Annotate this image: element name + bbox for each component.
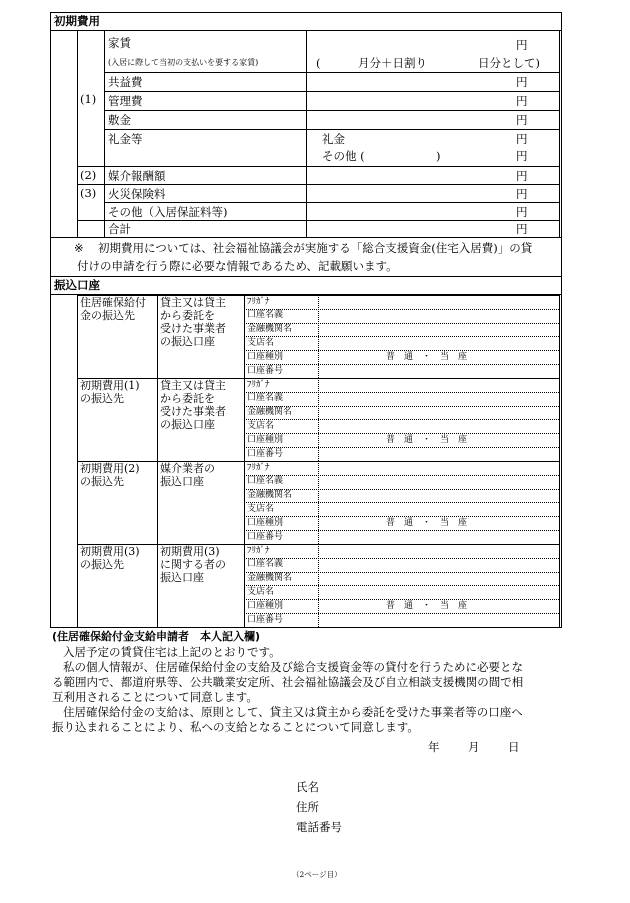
bank-name-label: 金融機関名 — [247, 573, 293, 584]
furigana-label: ﾌﾘｶﾞﾅ — [247, 379, 270, 390]
date-day-label: 日 — [508, 740, 520, 754]
account-type-options: 普 通 ・ 当 座 — [386, 434, 468, 445]
account-type-label: 口座種別 — [247, 517, 284, 528]
account-type-label: 口座種別 — [247, 434, 284, 445]
block-left-border — [77, 295, 78, 378]
yen-unit: 円 — [516, 75, 528, 89]
applicant-p1: 入居予定の賃貸住宅は上記のとおりです。 — [63, 645, 281, 659]
row-line — [77, 166, 559, 167]
rent-label: 家賃 — [108, 36, 131, 50]
consent-payment-line-1: 住居確保給付金の支給は、原則として、貸主又は貸主から委託を受けた事業者等の口座へ — [63, 705, 523, 719]
yen-unit: 円 — [516, 205, 528, 219]
block-account-holder: の振込口座 — [160, 335, 215, 348]
block-account-holder: の振込口座 — [160, 418, 215, 431]
table-left-border — [77, 31, 78, 237]
rent-breakdown-end: 日分として) — [478, 56, 540, 70]
row-line — [104, 91, 559, 92]
block-account-holder: に関する者の — [160, 558, 226, 571]
account-number-label: 口座番号 — [247, 448, 284, 459]
block-left-border — [77, 461, 78, 544]
key-money-label: 礼金 — [322, 132, 345, 146]
applicant-heading: (住居確保給付金支給申請者 本人記入欄) — [52, 630, 261, 643]
date-month-label: 月 — [468, 740, 480, 754]
table-right-border — [559, 31, 560, 237]
yen-unit: 円 — [516, 132, 528, 146]
block-title: 初期費用(3) — [80, 545, 140, 558]
furigana-label: ﾌﾘｶﾞﾅ — [247, 462, 270, 473]
block-title: の振込先 — [80, 558, 124, 571]
account-type-label: 口座種別 — [247, 600, 284, 611]
block-col-divider — [157, 461, 158, 544]
field-row-line — [244, 613, 559, 614]
block-account-holder: 受けた事業者 — [160, 405, 226, 418]
block-col-divider — [157, 544, 158, 627]
consent-privacy-line-1: 私の個人情報が、住居確保給付金の支給及び総合支援資金等の貸付を行うために必要とな — [63, 660, 523, 674]
consent-payment-line-2: 振り込まれることにより、私への支給となることについて同意します。 — [52, 720, 419, 734]
bank-name-label: 金融機関名 — [247, 407, 293, 418]
address-label: 住所 — [296, 800, 319, 814]
other-guarantee-label: その他（入居保証料等) — [108, 205, 228, 219]
common-fee-label: 共益費 — [108, 75, 143, 89]
row-line — [104, 129, 559, 130]
block-account-holder: 受けた事業者 — [160, 322, 226, 335]
row-line — [104, 72, 559, 73]
block-account-holder: から委託を — [160, 392, 215, 405]
field-row-line — [244, 364, 559, 365]
yen-unit: 円 — [516, 38, 528, 52]
yen-unit: 円 — [516, 94, 528, 108]
account-type-options: 普 通 ・ 当 座 — [386, 600, 468, 611]
account-name-label: 口座名義 — [247, 559, 284, 570]
field-row-line — [244, 392, 559, 393]
note-line-1: 初期費用については、社会福祉協議会が実施する「総合支援資金(住宅入居費)」の貸 — [98, 241, 533, 255]
branch-name-label: 支店名 — [247, 586, 275, 597]
name-label: 氏名 — [296, 780, 319, 794]
block-left-border — [77, 544, 78, 627]
account-type-options: 普 通 ・ 当 座 — [386, 351, 468, 362]
block-account-holder: から委託を — [160, 309, 215, 322]
block-account-holder: 貸主又は貸主 — [160, 296, 226, 309]
block-right-border — [559, 544, 560, 627]
block-bottom-line — [77, 627, 559, 628]
block-title: の振込先 — [80, 475, 124, 488]
row-line — [77, 184, 559, 185]
yen-unit: 円 — [516, 149, 528, 163]
field-row-line — [244, 336, 559, 337]
yen-unit: 円 — [516, 169, 528, 183]
initial-costs-header: 初期費用 — [50, 12, 562, 31]
total-label: 合計 — [108, 222, 131, 236]
account-name-label: 口座名義 — [247, 393, 284, 404]
block-title: 金の振込先 — [80, 309, 135, 322]
branch-name-label: 支店名 — [247, 503, 275, 514]
furigana-label: ﾌﾘｶﾞﾅ — [247, 296, 270, 307]
block-col-divider — [157, 378, 158, 461]
note-line-2: 付けの申請を行う際に必要な情報であるため、記載願います。 — [77, 259, 398, 273]
block-account-holder: 初期費用(3) — [160, 545, 220, 558]
account-number-label: 口座番号 — [247, 531, 284, 542]
phone-label: 電話番号 — [296, 820, 342, 834]
group-3-label: (3) — [80, 186, 97, 200]
bank-name-label: 金融機関名 — [247, 324, 293, 335]
field-row-line — [244, 419, 559, 420]
management-fee-label: 管理費 — [108, 94, 143, 108]
broker-fee-label: 媒介報酬額 — [108, 169, 166, 183]
field-row-line — [244, 530, 559, 531]
other-open-label: その他 ( — [322, 149, 365, 163]
row-line — [50, 237, 562, 238]
field-row-line — [244, 447, 559, 448]
rent-breakdown-open: ( — [316, 56, 321, 70]
yen-unit: 円 — [516, 113, 528, 127]
consent-privacy-line-3: 互利用されることについて同意します。 — [52, 690, 258, 704]
block-account-holder: 振込口座 — [160, 571, 204, 584]
block-account-holder: 媒介業者の — [160, 462, 215, 475]
consent-privacy-line-2: る範囲内で、都道府県等、公共職業安定所、社会福祉協議会及び自立相談支援機関の間で相 — [52, 675, 524, 689]
yen-unit: 円 — [516, 222, 528, 236]
account-type-options: 普 通 ・ 当 座 — [386, 517, 468, 528]
col-divider — [104, 31, 105, 237]
date-year-label: 年 — [428, 740, 440, 754]
account-name-label: 口座名義 — [247, 310, 284, 321]
account-number-label: 口座番号 — [247, 614, 284, 625]
rent-breakdown-days: 月分＋日割り — [358, 56, 427, 70]
branch-name-label: 支店名 — [247, 420, 275, 431]
block-account-holder: 振込口座 — [160, 475, 204, 488]
row-line — [77, 220, 559, 221]
field-row-line — [244, 475, 559, 476]
transfer-header: 振込口座 — [50, 276, 562, 295]
block-title: 初期費用(2) — [80, 462, 140, 475]
field-row-line — [244, 502, 559, 503]
row-line — [104, 202, 559, 203]
branch-name-label: 支店名 — [247, 337, 275, 348]
block-title: の振込先 — [80, 392, 124, 405]
field-row-line — [244, 585, 559, 586]
block-col-divider — [157, 295, 158, 378]
account-name-label: 口座名義 — [247, 476, 284, 487]
col-divider — [306, 31, 307, 237]
field-row-line — [244, 309, 559, 310]
block-right-border — [559, 295, 560, 378]
block-title: 住居確保給付 — [80, 296, 146, 309]
account-type-label: 口座種別 — [247, 351, 284, 362]
page-number: （2ページ目） — [292, 870, 342, 879]
block-account-holder: 貸主又は貸主 — [160, 379, 226, 392]
block-left-border — [77, 378, 78, 461]
bank-name-label: 金融機関名 — [247, 490, 293, 501]
key-money-etc-label: 礼金等 — [108, 132, 143, 146]
deposit-label: 敷金 — [108, 113, 131, 127]
account-number-label: 口座番号 — [247, 365, 284, 376]
block-right-border — [559, 378, 560, 461]
rent-note: (入居に際して当初の支払いを要する家賃) — [108, 58, 259, 67]
yen-unit: 円 — [516, 187, 528, 201]
furigana-label: ﾌﾘｶﾞﾅ — [247, 545, 270, 556]
fire-insurance-label: 火災保険料 — [108, 187, 166, 201]
note-mark: ※ — [74, 241, 84, 255]
block-right-border — [559, 461, 560, 544]
field-row-line — [244, 558, 559, 559]
row-line — [104, 110, 559, 111]
group-2-label: (2) — [80, 168, 97, 182]
group-1-label: (1) — [80, 92, 97, 106]
block-title: 初期費用(1) — [80, 379, 140, 392]
other-close-label: ) — [436, 149, 441, 163]
